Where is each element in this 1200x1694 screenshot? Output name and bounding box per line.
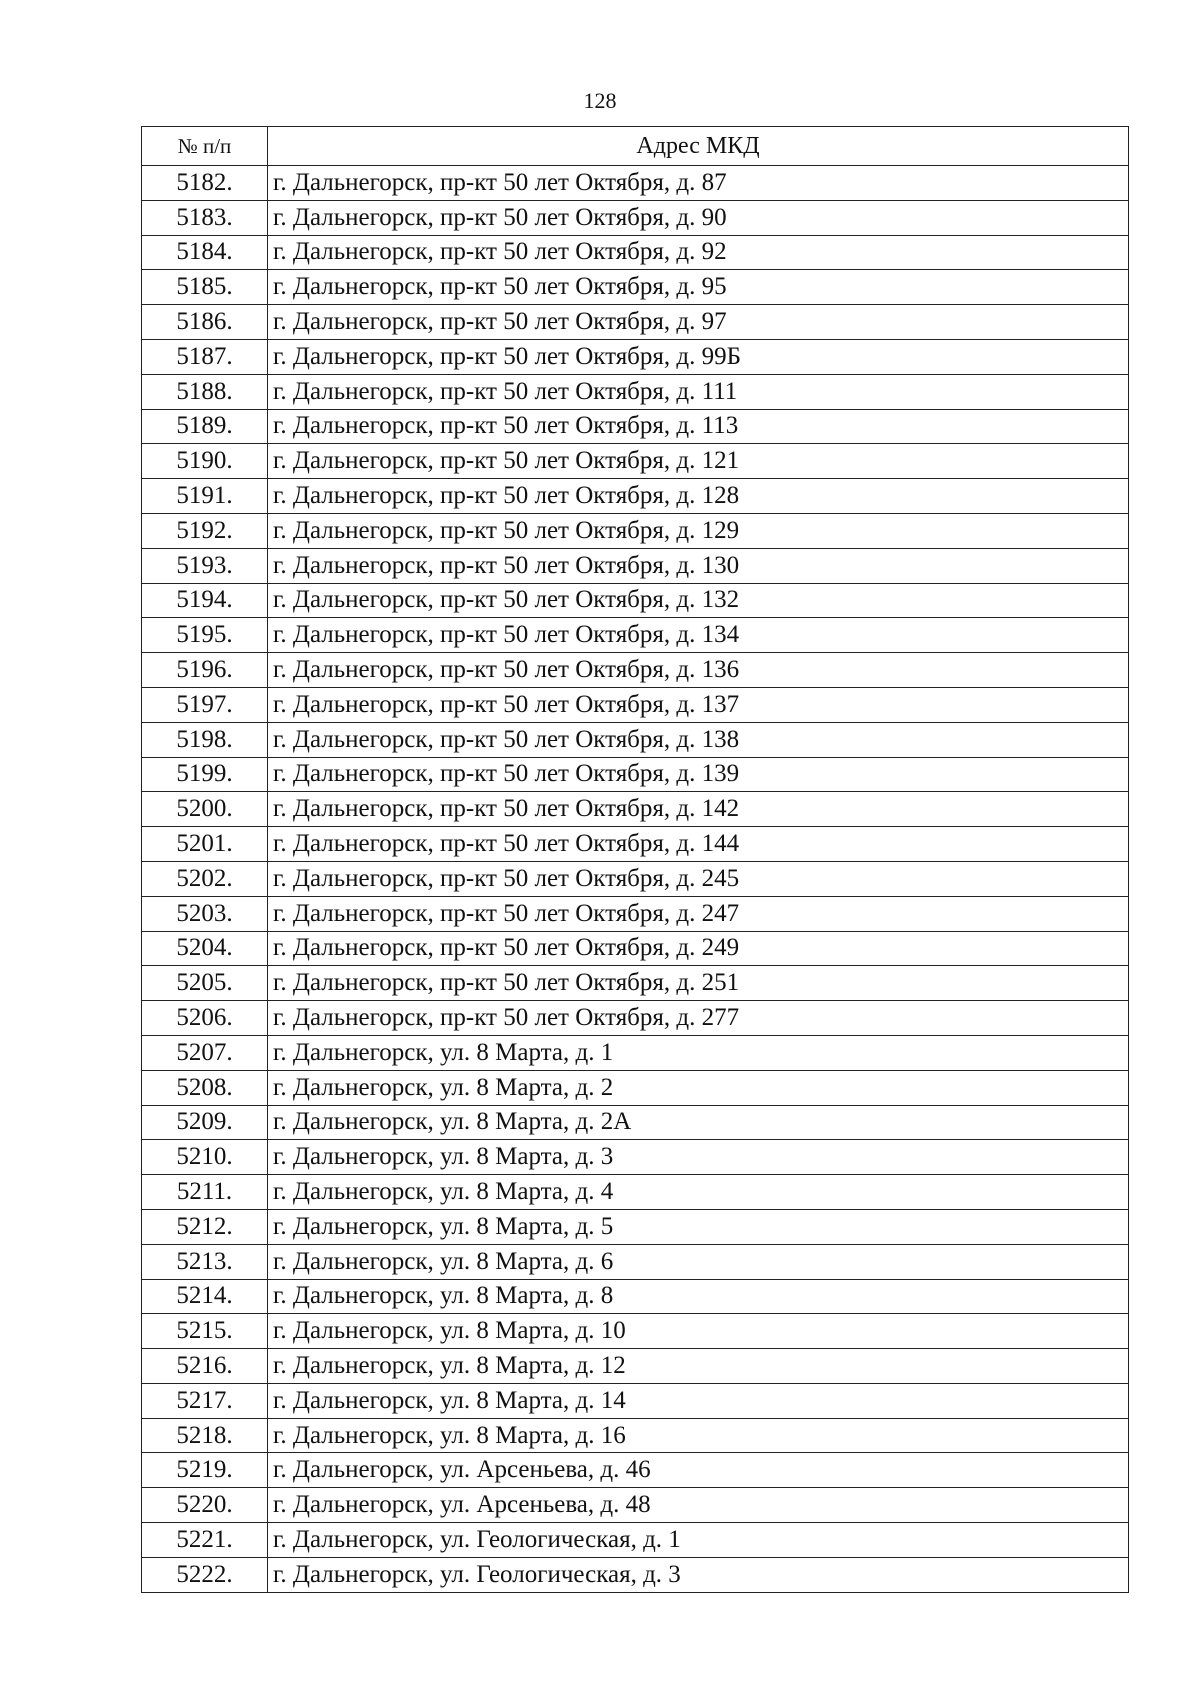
row-address: г. Дальнегорск, ул. 8 Марта, д. 16 — [268, 1418, 1129, 1453]
row-address: г. Дальнегорск, пр-кт 50 лет Октября, д. 249 — [268, 931, 1129, 966]
row-number: 5183. — [142, 200, 268, 235]
table-row — [142, 618, 1129, 653]
table-row — [142, 166, 1129, 201]
row-address: г. Дальнегорск, пр-кт 50 лет Октября, д. 138 — [268, 722, 1129, 757]
row-address: г. Дальнегорск, пр-кт 50 лет Октября, д. 142 — [268, 792, 1129, 827]
row-number: 5218. — [142, 1418, 268, 1453]
row-number: 5201. — [142, 827, 268, 862]
table-row — [142, 305, 1129, 340]
table-row — [142, 1557, 1129, 1592]
row-address: г. Дальнегорск, пр-кт 50 лет Октября, д. 130 — [268, 548, 1129, 583]
mkd-address-table — [141, 126, 1129, 1593]
row-address: г. Дальнегорск, пр-кт 50 лет Октября, д. 113 — [268, 409, 1129, 444]
table-row — [142, 374, 1129, 409]
table-row — [142, 861, 1129, 896]
row-number: 5214. — [142, 1279, 268, 1314]
row-number: 5199. — [142, 757, 268, 792]
row-number: 5185. — [142, 270, 268, 305]
row-number: 5190. — [142, 444, 268, 479]
row-number: 5189. — [142, 409, 268, 444]
table-row — [142, 1070, 1129, 1105]
row-number: 5209. — [142, 1105, 268, 1140]
row-address: г. Дальнегорск, ул. 8 Марта, д. 5 — [268, 1209, 1129, 1244]
table-row — [142, 1209, 1129, 1244]
table-row — [142, 409, 1129, 444]
row-number: 5196. — [142, 653, 268, 688]
table-row — [142, 235, 1129, 270]
row-address: г. Дальнегорск, пр-кт 50 лет Октября, д. 251 — [268, 966, 1129, 1001]
table-row — [142, 722, 1129, 757]
table-row — [142, 757, 1129, 792]
row-address: г. Дальнегорск, ул. Геологическая, д. 3 — [268, 1557, 1129, 1592]
table-row — [142, 1175, 1129, 1210]
row-number: 5194. — [142, 583, 268, 618]
row-number: 5215. — [142, 1314, 268, 1349]
row-number: 5213. — [142, 1244, 268, 1279]
table-row — [142, 1244, 1129, 1279]
table-row — [142, 687, 1129, 722]
row-number: 5192. — [142, 513, 268, 548]
row-address: г. Дальнегорск, пр-кт 50 лет Октября, д. 144 — [268, 827, 1129, 862]
row-number: 5220. — [142, 1488, 268, 1523]
table-row — [142, 1418, 1129, 1453]
row-address: г. Дальнегорск, пр-кт 50 лет Октября, д. 121 — [268, 444, 1129, 479]
row-address: г. Дальнегорск, пр-кт 50 лет Октября, д. 95 — [268, 270, 1129, 305]
row-number: 5182. — [142, 166, 268, 201]
row-address: г. Дальнегорск, ул. Геологическая, д. 1 — [268, 1523, 1129, 1558]
row-number: 5217. — [142, 1383, 268, 1418]
table-row — [142, 444, 1129, 479]
header-number: № п/п — [142, 127, 268, 166]
row-address: г. Дальнегорск, пр-кт 50 лет Октября, д. 129 — [268, 513, 1129, 548]
row-number: 5216. — [142, 1349, 268, 1384]
row-address: г. Дальнегорск, пр-кт 50 лет Октября, д. 247 — [268, 896, 1129, 931]
table-row — [142, 339, 1129, 374]
row-address: г. Дальнегорск, ул. 8 Марта, д. 14 — [268, 1383, 1129, 1418]
table-row — [142, 827, 1129, 862]
table-body — [142, 166, 1129, 1593]
row-number: 5203. — [142, 896, 268, 931]
row-number: 5188. — [142, 374, 268, 409]
row-address: г. Дальнегорск, ул. 8 Марта, д. 2 — [268, 1070, 1129, 1105]
table-row — [142, 548, 1129, 583]
row-address: г. Дальнегорск, ул. 8 Марта, д. 1 — [268, 1035, 1129, 1070]
row-address: г. Дальнегорск, пр-кт 50 лет Октября, д. 134 — [268, 618, 1129, 653]
table-row — [142, 1001, 1129, 1036]
row-number: 5197. — [142, 687, 268, 722]
table-row — [142, 896, 1129, 931]
table-row — [142, 653, 1129, 688]
table-row — [142, 931, 1129, 966]
row-number: 5205. — [142, 966, 268, 1001]
row-address: г. Дальнегорск, пр-кт 50 лет Октября, д. 97 — [268, 305, 1129, 340]
row-number: 5187. — [142, 339, 268, 374]
row-address: г. Дальнегорск, пр-кт 50 лет Октября, д. 128 — [268, 479, 1129, 514]
table-row — [142, 1523, 1129, 1558]
row-number: 5211. — [142, 1175, 268, 1210]
row-address: г. Дальнегорск, ул. 8 Марта, д. 8 — [268, 1279, 1129, 1314]
table-row — [142, 1314, 1129, 1349]
row-number: 5222. — [142, 1557, 268, 1592]
row-address: г. Дальнегорск, пр-кт 50 лет Октября, д. 139 — [268, 757, 1129, 792]
row-address: г. Дальнегорск, ул. 8 Марта, д. 10 — [268, 1314, 1129, 1349]
table-row — [142, 1279, 1129, 1314]
row-number: 5212. — [142, 1209, 268, 1244]
row-number: 5204. — [142, 931, 268, 966]
row-number: 5221. — [142, 1523, 268, 1558]
row-number: 5208. — [142, 1070, 268, 1105]
row-address: г. Дальнегорск, ул. 8 Марта, д. 2А — [268, 1105, 1129, 1140]
table-row — [142, 200, 1129, 235]
row-number: 5198. — [142, 722, 268, 757]
row-address: г. Дальнегорск, пр-кт 50 лет Октября, д. 137 — [268, 687, 1129, 722]
row-number: 5202. — [142, 861, 268, 896]
row-address: г. Дальнегорск, пр-кт 50 лет Октября, д. 99Б — [268, 339, 1129, 374]
row-address: г. Дальнегорск, ул. 8 Марта, д. 4 — [268, 1175, 1129, 1210]
table-row — [142, 1035, 1129, 1070]
row-number: 5219. — [142, 1453, 268, 1488]
table-row — [142, 1105, 1129, 1140]
row-address: г. Дальнегорск, пр-кт 50 лет Октября, д. 90 — [268, 200, 1129, 235]
row-address: г. Дальнегорск, пр-кт 50 лет Октября, д. 245 — [268, 861, 1129, 896]
row-address: г. Дальнегорск, пр-кт 50 лет Октября, д. 132 — [268, 583, 1129, 618]
table-row — [142, 479, 1129, 514]
row-number: 5200. — [142, 792, 268, 827]
row-number: 5210. — [142, 1140, 268, 1175]
row-address: г. Дальнегорск, пр-кт 50 лет Октября, д. 92 — [268, 235, 1129, 270]
table-row — [142, 1488, 1129, 1523]
table-row — [142, 1349, 1129, 1384]
row-address: г. Дальнегорск, пр-кт 50 лет Октября, д. 111 — [268, 374, 1129, 409]
table-row — [142, 1453, 1129, 1488]
row-address: г. Дальнегорск, ул. 8 Марта, д. 3 — [268, 1140, 1129, 1175]
table-row — [142, 966, 1129, 1001]
row-number: 5184. — [142, 235, 268, 270]
page-number: 128 — [583, 88, 617, 113]
table-row — [142, 513, 1129, 548]
row-number: 5191. — [142, 479, 268, 514]
table-row — [142, 792, 1129, 827]
header-address: Адрес МКД — [268, 127, 1129, 166]
table-row — [142, 583, 1129, 618]
row-number: 5193. — [142, 548, 268, 583]
row-number: 5186. — [142, 305, 268, 340]
table-row — [142, 1383, 1129, 1418]
row-address: г. Дальнегорск, ул. Арсеньева, д. 48 — [268, 1488, 1129, 1523]
row-address: г. Дальнегорск, пр-кт 50 лет Октября, д. 87 — [268, 166, 1129, 201]
row-number: 5206. — [142, 1001, 268, 1036]
row-number: 5195. — [142, 618, 268, 653]
row-address: г. Дальнегорск, ул. 8 Марта, д. 6 — [268, 1244, 1129, 1279]
table-row — [142, 1140, 1129, 1175]
row-address: г. Дальнегорск, пр-кт 50 лет Октября, д. 277 — [268, 1001, 1129, 1036]
row-address: г. Дальнегорск, ул. 8 Марта, д. 12 — [268, 1349, 1129, 1384]
table-row — [142, 270, 1129, 305]
table-header — [142, 127, 1129, 166]
row-number: 5207. — [142, 1035, 268, 1070]
row-address: г. Дальнегорск, пр-кт 50 лет Октября, д. 136 — [268, 653, 1129, 688]
row-address: г. Дальнегорск, ул. Арсеньева, д. 46 — [268, 1453, 1129, 1488]
header-row — [142, 127, 1129, 166]
